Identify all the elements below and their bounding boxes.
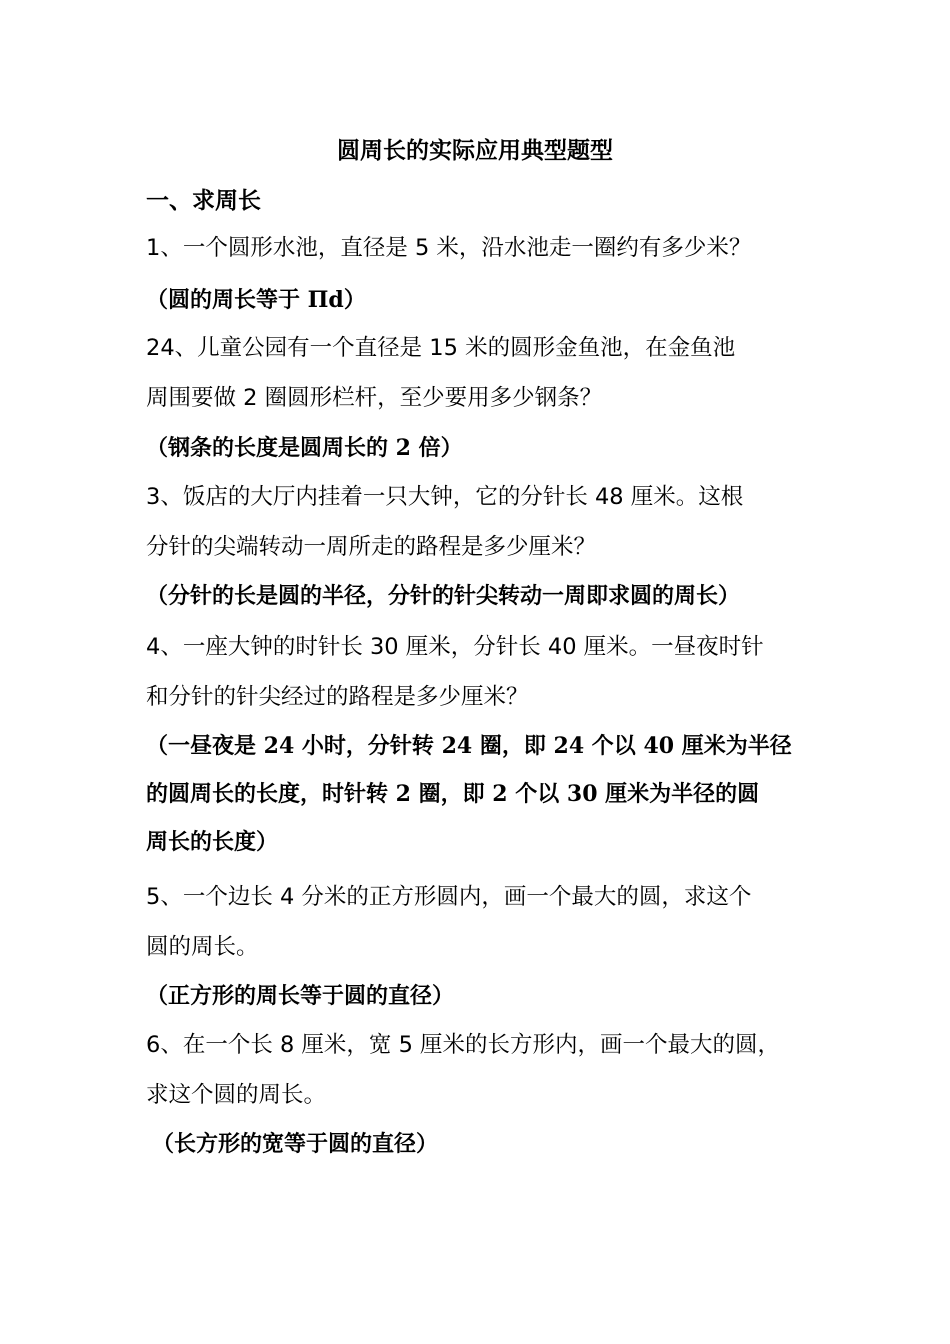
question-line: 6、在一个长 8 厘米，宽 5 厘米的长方形内，画一个最大的圆，: [146, 1032, 781, 1058]
question-line: 求这个圆的周长。: [146, 1082, 327, 1108]
question-line: 4、一座大钟的时针长 30 厘米，分针长 40 厘米。一昼夜时针: [146, 634, 764, 660]
problem-6-hint: [152, 1120, 852, 1168]
page-title: 圆周长的实际应用典型题型: [337, 137, 613, 164]
problem-1-question: [146, 223, 846, 273]
question-line: 5、一个边长 4 分米的正方形圆内，画一个最大的圆，求这个: [146, 884, 752, 910]
question-line: 分针的尖端转动一周所走的路程是多少厘米？: [146, 534, 597, 560]
problem-4-question: [146, 622, 846, 722]
question-line: 3、饭店的大厅内挂着一只大钟，它的分针长 48 厘米。这根: [146, 484, 744, 510]
hint-line: （钢条的长度是圆周长的 2 倍）: [146, 435, 463, 461]
problem-5-hint: [146, 972, 846, 1020]
hint-line: （一昼夜是 24 小时，分针转 24 圈，即 24 个以 40 厘米为半径: [146, 733, 792, 759]
hint-line: （分针的长是圆的半径，分针的针尖转动一周即求圆的周长）: [146, 583, 741, 609]
hint-line: 的圆周长的长度，时针转 2 圈，即 2 个以 30 厘米为半径的圆: [146, 781, 760, 807]
problem-3-question: [146, 472, 846, 572]
question-line: 24、儿童公园有一个直径是 15 米的圆形金鱼池，在金鱼池: [146, 335, 736, 361]
problem-2-question: [146, 323, 846, 423]
hint-line: （长方形的宽等于圆的直径）: [152, 1131, 439, 1157]
problem-5-question: [146, 872, 846, 972]
hint-line: （正方形的周长等于圆的直径）: [146, 983, 455, 1009]
question-line: 周围要做 2 圈圆形栏杆，至少要用多少钢条？: [146, 385, 603, 411]
problem-2-hint: [146, 424, 846, 472]
hint-line: （圆的周长等于 Πd）: [146, 287, 366, 313]
problem-4-hint: [146, 722, 846, 866]
section-heading: 一、求周长: [146, 187, 261, 214]
question-line: 圆的周长。: [146, 934, 259, 960]
problem-3-hint: [146, 572, 846, 620]
question-line: 和分针的针尖经过的路程是多少厘米？: [146, 684, 529, 710]
question-line: 1、一个圆形水池，直径是 5 米，沿水池走一圈约有多少米？: [146, 235, 752, 261]
problem-1-hint: [146, 276, 846, 324]
hint-line: 周长的长度）: [146, 829, 279, 855]
problem-6-question: [146, 1020, 846, 1120]
